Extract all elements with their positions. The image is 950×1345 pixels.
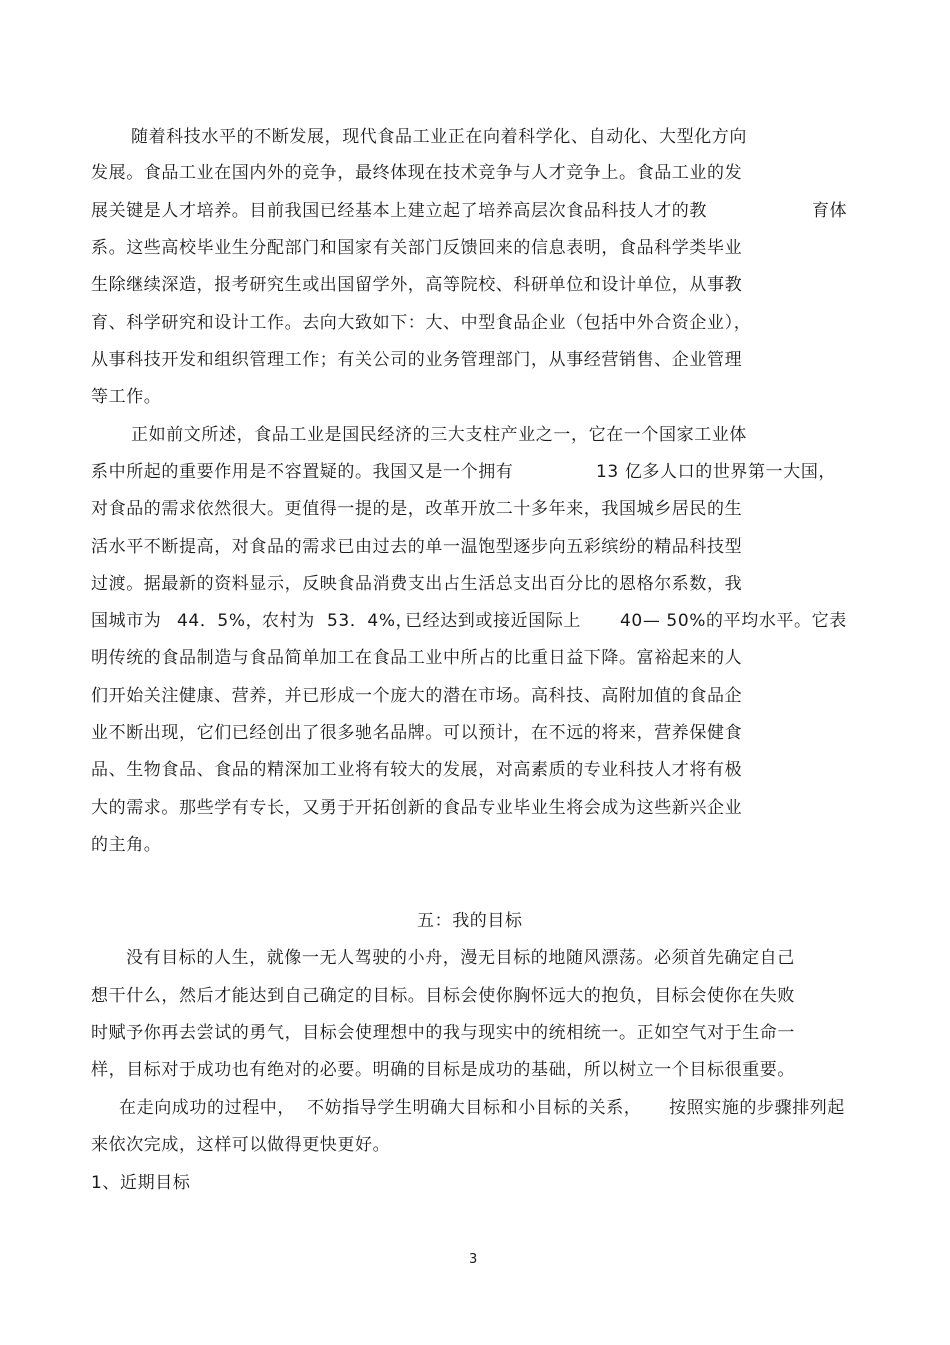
text-line: 系中所起的重要作用是不容置疑的。我国又是一个拥有	[91, 462, 514, 482]
text-line: 国城市为	[91, 611, 162, 631]
text-line: 生除继续深造，报考研究生或出国留学外，高等院校、科研单位和设计单位，从事教	[91, 275, 743, 295]
text-line: 育、科学研究和设计工作。去向大致如下：大、中型食品企业（包括中外合资企业），	[91, 313, 752, 333]
text-line: 13 亿多人口的世界第一大国，	[596, 462, 837, 482]
text-line: 发展。食品工业在国内外的竞争，最终体现在技术竞争与人才竞争上。食品工业的发	[91, 163, 743, 183]
text-line: 农村为	[262, 611, 315, 631]
text-line: 想干什么，然后才能达到自己确定的目标。目标会使你胸怀远大的抱负，目标会使你在失败	[91, 986, 795, 1006]
text-line: 没有目标的人生，就像一无人驾驶的小舟，漫无目标的地随风漂荡。必须首先确定自己	[126, 948, 795, 968]
text-line: 随着科技水平的不断发展，现代食品工业正在向着科学化、自动化、大型化方向	[131, 127, 747, 147]
text-line: 在走向成功的过程中，	[119, 1098, 295, 1118]
text-line: 53．4%，	[327, 611, 414, 631]
text-line: 正如前文所述，食品工业是国民经济的三大支柱产业之一，它在一个国家工业体	[131, 425, 747, 445]
text-line: 活水平不断提高，对食品的需求已由过去的单一温饱型逐步向五彩缤纷的精品科技型	[91, 537, 743, 557]
section-heading: 五：我的目标	[417, 911, 523, 931]
text-line: 业不断出现，它们已经创出了很多驰名品牌。可以预计，在不远的将来，营养保健食	[91, 723, 743, 743]
text-line: 等工作。	[91, 387, 162, 407]
text-line: 品、生物食品、食品的精深加工业将有较大的发展，对高素质的专业科技人才将有极	[91, 760, 743, 780]
text-line: 大的需求。那些学有专长，又勇于开拓创新的食品专业毕业生将会成为这些新兴企业	[91, 798, 743, 818]
text-line: 从事科技开发和组织管理工作；有关公司的业务管理部门，从事经营销售、企业管理	[91, 350, 743, 370]
subheading: 1、近期目标	[91, 1173, 191, 1193]
text-line: 来依次完成，这样可以做得更快更好。	[91, 1135, 391, 1155]
text-line: 不妨指导学生明确大目标和小目标的关系，	[307, 1098, 642, 1118]
text-line: 明传统的食品制造与食品简单加工在食品工业中所占的比重日益下降。富裕起来的人	[91, 648, 743, 668]
text-line: 过渡。据最新的资料显示，反映食品消费支出占生活总支出百分比的恩格尔系数，我	[91, 574, 743, 594]
text-line: 已经达到或接近国际上	[405, 611, 581, 631]
text-line: 育体	[812, 201, 848, 221]
text-line: 时赋予你再去尝试的勇气，目标会使理想中的我与现实中的统相统一。正如空气对于生命一	[91, 1023, 795, 1043]
text-line: 系。这些高校毕业生分配部门和国家有关部门反馈回来的信息表明，食品科学类毕业	[91, 238, 743, 258]
text-line: 按照实施的步骤排列起	[669, 1098, 845, 1118]
text-line: 的主角。	[91, 835, 162, 855]
text-line: 样，目标对于成功也有绝对的必要。明确的目标是成功的基础，所以树立一个目标很重要。	[91, 1060, 795, 1080]
text-line: 44．5%，	[177, 611, 264, 631]
text-line: 40— 50%的平均水平。它表	[620, 611, 847, 631]
page-number: 3	[469, 1252, 478, 1267]
text-line: 们开始关注健康、营养，并已形成一个庞大的潜在市场。高科技、高附加值的食品企	[91, 686, 743, 706]
text-line: 展关键是人才培养。目前我国已经基本上建立起了培养高层次食品科技人才的教	[91, 201, 707, 221]
text-line: 对食品的需求依然很大。更值得一提的是，改革开放二十多年来，我国城乡居民的生	[91, 499, 743, 519]
